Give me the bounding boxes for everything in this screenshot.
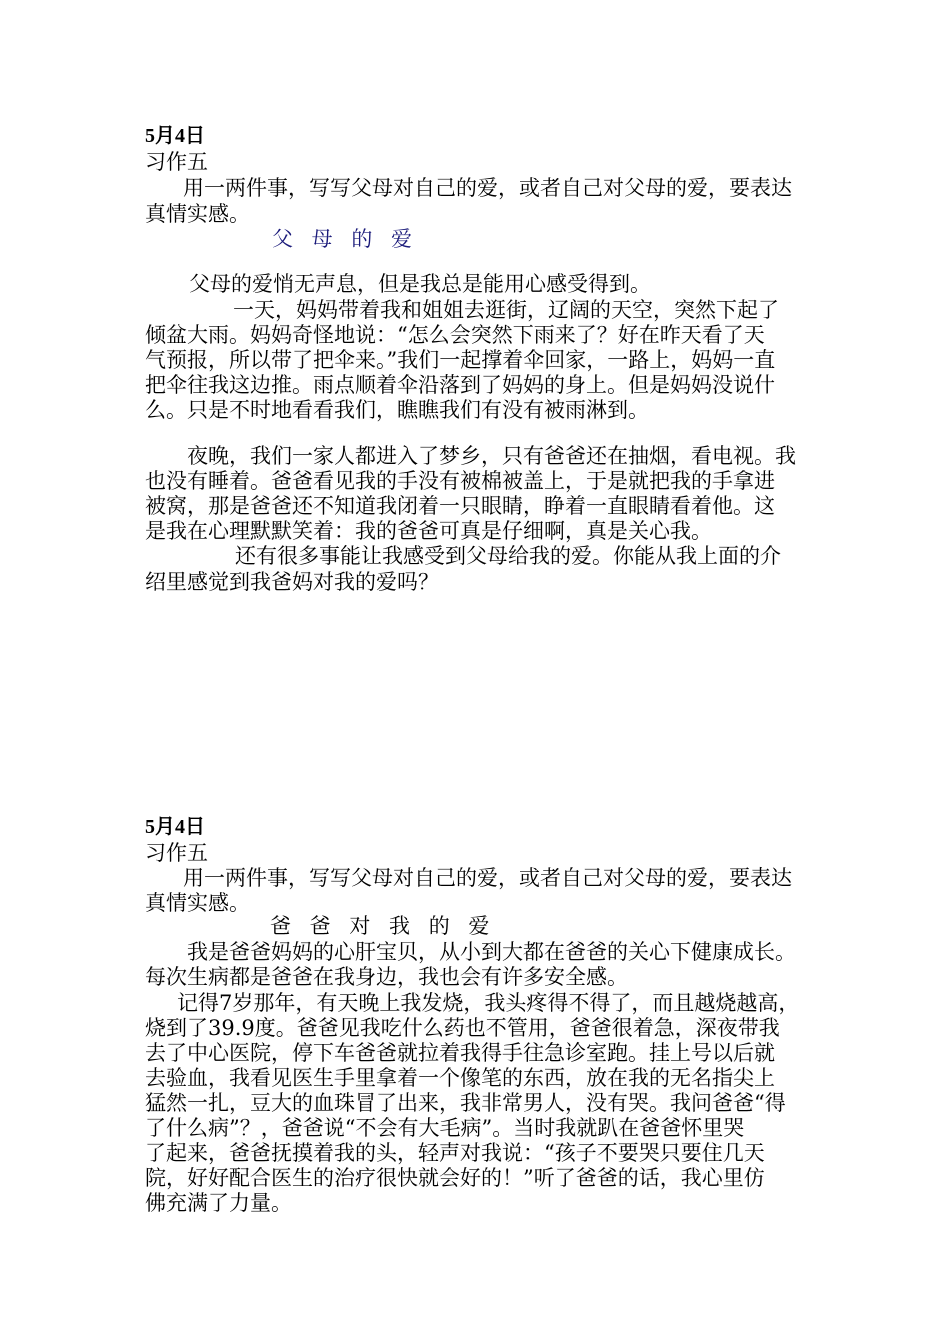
- section2-paragraph-line: 佛充满了力量。: [145, 1191, 292, 1215]
- section2-paragraph-line: 我是爸爸妈妈的心肝宝贝，从小到大都在爸爸的关心下健康成长。: [187, 940, 796, 964]
- section1-paragraph-line: 么。只是不时地看看我们，瞧瞧我们有没有被雨淋到。: [145, 398, 649, 422]
- section1-date: 5月4日: [145, 125, 205, 147]
- section2-paragraph-line: 了起来，爸爸抚摸着我的头，轻声对我说：“孩子不要哭只要住几天: [145, 1141, 765, 1165]
- section1-paragraph-line: 被窝，那是爸爸还不知道我闭着一只眼睛，睁着一直眼睛看着他。这: [145, 494, 775, 518]
- section1-paragraph-line: 一天，妈妈带着我和姐姐去逛街，辽阔的天空，突然下起了: [233, 298, 779, 322]
- section1-paragraph-line: 倾盆大雨。妈妈奇怪地说：“怎么会突然下雨来了？好在昨天看了天: [145, 323, 765, 347]
- section1-paragraph-line: 还有很多事能让我感受到父母给我的爱。你能从我上面的介: [235, 544, 781, 568]
- section1-paragraph-line: 是我在心理默默笑着：我的爸爸可真是仔细啊，真是关心我。: [145, 519, 712, 543]
- section2-paragraph-line: 去验血，我看见医生手里拿着一个像笔的东西，放在我的无名指尖上: [145, 1066, 775, 1090]
- section2-paragraph-line: 院，好好配合医生的治疗很快就会好的！”听了爸爸的话，我心里仿: [145, 1166, 765, 1190]
- section2-prompt-line: 用一两件事，写写父母对自己的爱，或者自己对父母的爱，要表达: [183, 866, 792, 890]
- section2-paragraph-line: 了什么病”？，爸爸说“不会有大毛病”。当时我就趴在爸爸怀里哭: [145, 1116, 745, 1140]
- section1-heading: 习作五: [145, 150, 208, 174]
- section1-paragraph-line: 夜晚，我们一家人都进入了梦乡，只有爸爸还在抽烟，看电视。我: [187, 444, 796, 468]
- section2-essay-title: 爸 爸 对 我 的 爱: [270, 914, 496, 938]
- section2-paragraph-line: 猛然一扎，豆大的血珠冒了出来，我非常男人，没有哭。我问爸爸“得: [145, 1091, 786, 1115]
- section1-essay-title: 父 母 的 爱: [272, 227, 419, 251]
- section2-paragraph-line: 每次生病都是爸爸在我身边，我也会有许多安全感。: [145, 965, 628, 989]
- section1-prompt-line: 用一两件事，写写父母对自己的爱，或者自己对父母的爱，要表达: [183, 176, 792, 200]
- section1-paragraph-line: 也没有睡着。爸爸看见我的手没有被棉被盖上，于是就把我的手拿进: [145, 469, 775, 493]
- section2-heading: 习作五: [145, 841, 208, 865]
- section2-date: 5月4日: [145, 816, 205, 838]
- section2-paragraph-line: 去了中心医院，停下车爸爸就拉着我得手往急诊室跑。挂上号以后就: [145, 1041, 775, 1065]
- section2-paragraph-line: 烧到了39.9度。爸爸见我吃什么药也不管用，爸爸很着急，深夜带我: [145, 1016, 780, 1040]
- section1-prompt-line: 真情实感。: [145, 202, 250, 226]
- section1-paragraph-line: 父母的爱悄无声息，但是我总是能用心感受得到。: [189, 272, 651, 296]
- section2-paragraph-line: 记得7岁那年，有天晚上我发烧，我头疼得不得了，而且越烧越高，: [177, 991, 800, 1015]
- section1-paragraph-line: 把伞往我这边推。雨点顺着伞沿落到了妈妈的身上。但是妈妈没说什: [145, 373, 775, 397]
- section2-prompt-line: 真情实感。: [145, 891, 250, 915]
- section1-paragraph-line: 绍里感觉到我爸妈对我的爱吗？: [145, 570, 439, 594]
- section1-paragraph-line: 气预报，所以带了把伞来。”我们一起撑着伞回家，一路上，妈妈一直: [145, 348, 776, 372]
